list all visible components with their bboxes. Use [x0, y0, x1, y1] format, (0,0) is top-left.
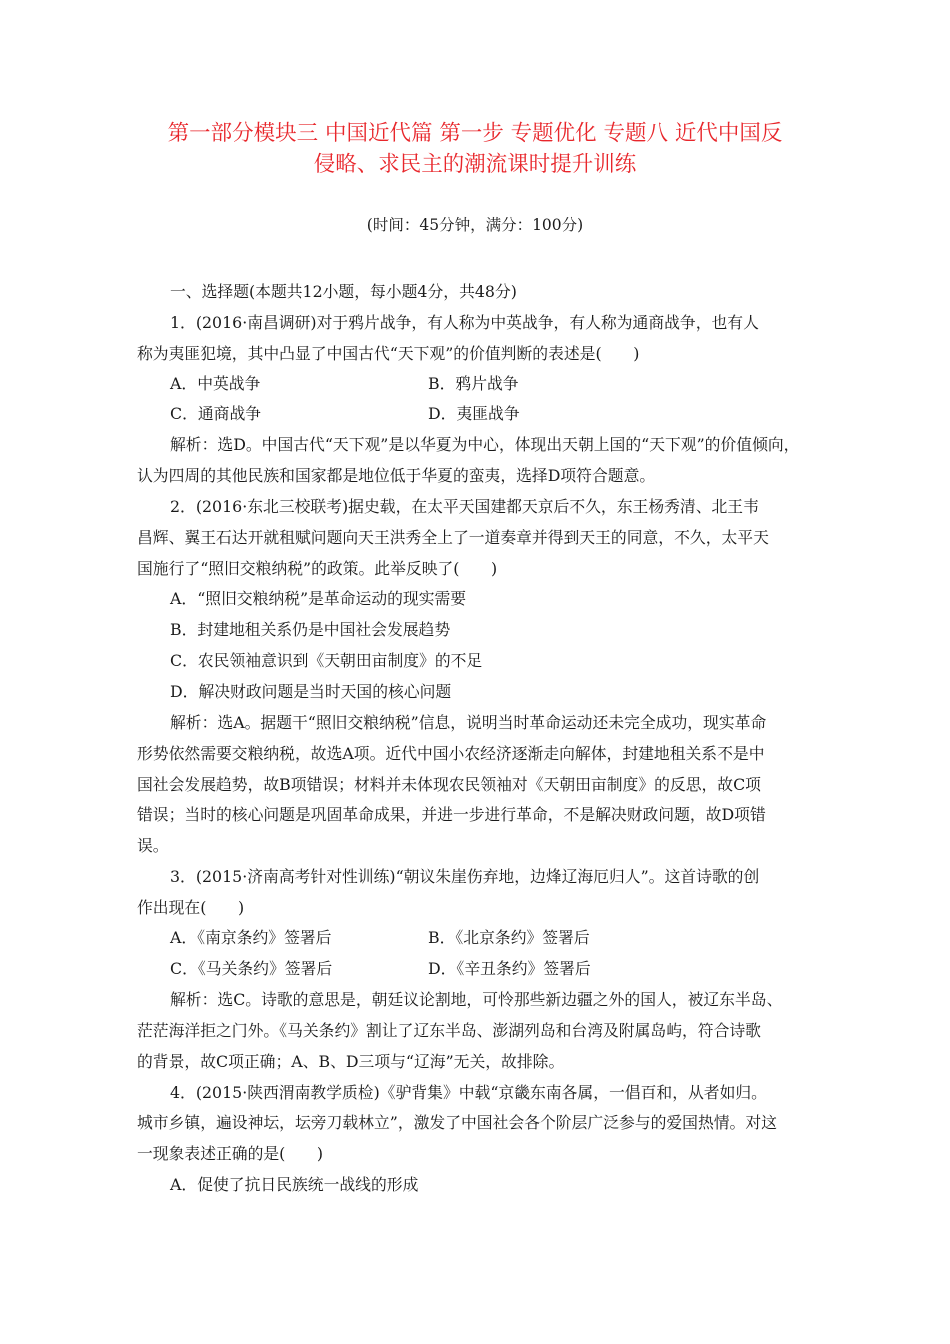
q1-option-c: C．通商战争: [170, 404, 262, 423]
q1-analysis-line: 解析：选D。中国古代“天下观”是以华夏为中心，体现出天朝上国的“天下观”的价值倾向，: [170, 435, 800, 454]
title-line-1: 第一部分模块三 中国近代篇 第一步 专题优化 专题八 近代中国反: [167, 121, 783, 146]
q2-stem-line: 国施行了“照旧交粮纳税”的政策。此举反映了( ): [137, 559, 498, 578]
q1-option-a: A．中英战争: [170, 374, 261, 393]
q3-option-d: D．《辛丑条约》签署后: [428, 959, 591, 978]
q2-option-c: C．农民领袖意识到《天朝田亩制度》的不足: [170, 651, 483, 670]
section-heading: 一、选择题(本题共12小题，每小题4分，共48分): [170, 282, 517, 301]
q3-analysis-line: 的背景，故C项正确；A、B、D三项与“辽海”无关，故排除。: [137, 1052, 565, 1071]
q2-analysis-line: 国社会发展趋势，故B项错误；材料并未体现农民领袖对《天朝田亩制度》的反思，故C项: [137, 775, 761, 794]
title-line-2: 侵略、求民主的潮流课时提升训练: [313, 152, 637, 177]
q2-stem-line: 昌辉、翼王石达开就租赋问题向天王洪秀全上了一道奏章并得到天王的同意，不久，太平天: [137, 528, 769, 547]
q3-stem-line: 3．(2015·济南高考针对性训练)“朝议朱崖伤弃地，边烽辽海厄归人”。这首诗歌的创: [170, 867, 760, 886]
q2-analysis-line: 错误；当时的核心问题是巩固革命成果，并进一步进行革命，不是解决财政问题，故D项错: [137, 805, 766, 824]
time-info: (时间：45分钟，满分：100分): [366, 216, 584, 234]
q3-option-b: B．《北京条约》签署后: [428, 928, 590, 947]
q3-stem-line: 作出现在( ): [137, 898, 245, 917]
q2-stem-line: 2．(2016·东北三校联考)据史载，在太平天国建都天京后不久，东王杨秀清、北王韦: [170, 497, 759, 516]
q3-analysis-line: 解析：选C。诗歌的意思是，朝廷议论割地，可怜那些新边疆之外的国人，被辽东半岛、: [170, 990, 783, 1009]
q1-stem-line: 称为夷匪犯境，其中凸显了中国古代“天下观”的价值判断的表述是( ): [137, 344, 640, 363]
q3-option-a: A．《南京条约》签署后: [170, 928, 332, 947]
q2-analysis-line: 解析：选A。据题干“照旧交粮纳税”信息，说明当时革命运动还未完全成功，现实革命: [170, 713, 767, 732]
q4-stem-line: 一现象表述正确的是( ): [137, 1144, 324, 1163]
q2-option-d: D．解决财政问题是当时天国的核心问题: [170, 682, 452, 701]
q1-option-d: D．夷匪战争: [428, 404, 520, 423]
q4-stem-line: 城市乡镇，遍设神坛，坛旁刀载林立”，激发了中国社会各个阶层广泛参与的爱国热情。对这: [137, 1113, 777, 1132]
q2-analysis-line: 误。: [137, 836, 169, 855]
q1-option-b: B．鸦片战争: [428, 374, 519, 393]
q4-option-a: A．促使了抗日民族统一战线的形成: [170, 1175, 419, 1194]
q1-stem-line: 1．(2016·南昌调研)对于鸦片战争，有人称为中英战争，有人称为通商战争，也有人: [170, 313, 759, 332]
q3-analysis-line: 茫茫海洋拒之门外。《马关条约》割让了辽东半岛、澎湖列岛和台湾及附属岛屿，符合诗歌: [137, 1021, 761, 1040]
q4-stem-line: 4．(2015·陕西渭南教学质检)《驴背集》中载“京畿东南各属，一倡百和，从者如归。: [170, 1083, 767, 1102]
q2-option-a: A．“照旧交粮纳税”是革命运动的现实需要: [170, 589, 467, 608]
q2-option-b: B．封建地租关系仍是中国社会发展趋势: [170, 620, 451, 639]
document-title: [120, 118, 830, 180]
q1-analysis-line: 认为四周的其他民族和国家都是地位低于华夏的蛮夷，选择D项符合题意。: [137, 466, 656, 485]
q3-option-c: C．《马关条约》签署后: [170, 959, 333, 978]
q2-analysis-line: 形势依然需要交粮纳税，故选A项。近代中国小农经济逐渐走向解体，封建地租关系不是中: [137, 744, 765, 763]
